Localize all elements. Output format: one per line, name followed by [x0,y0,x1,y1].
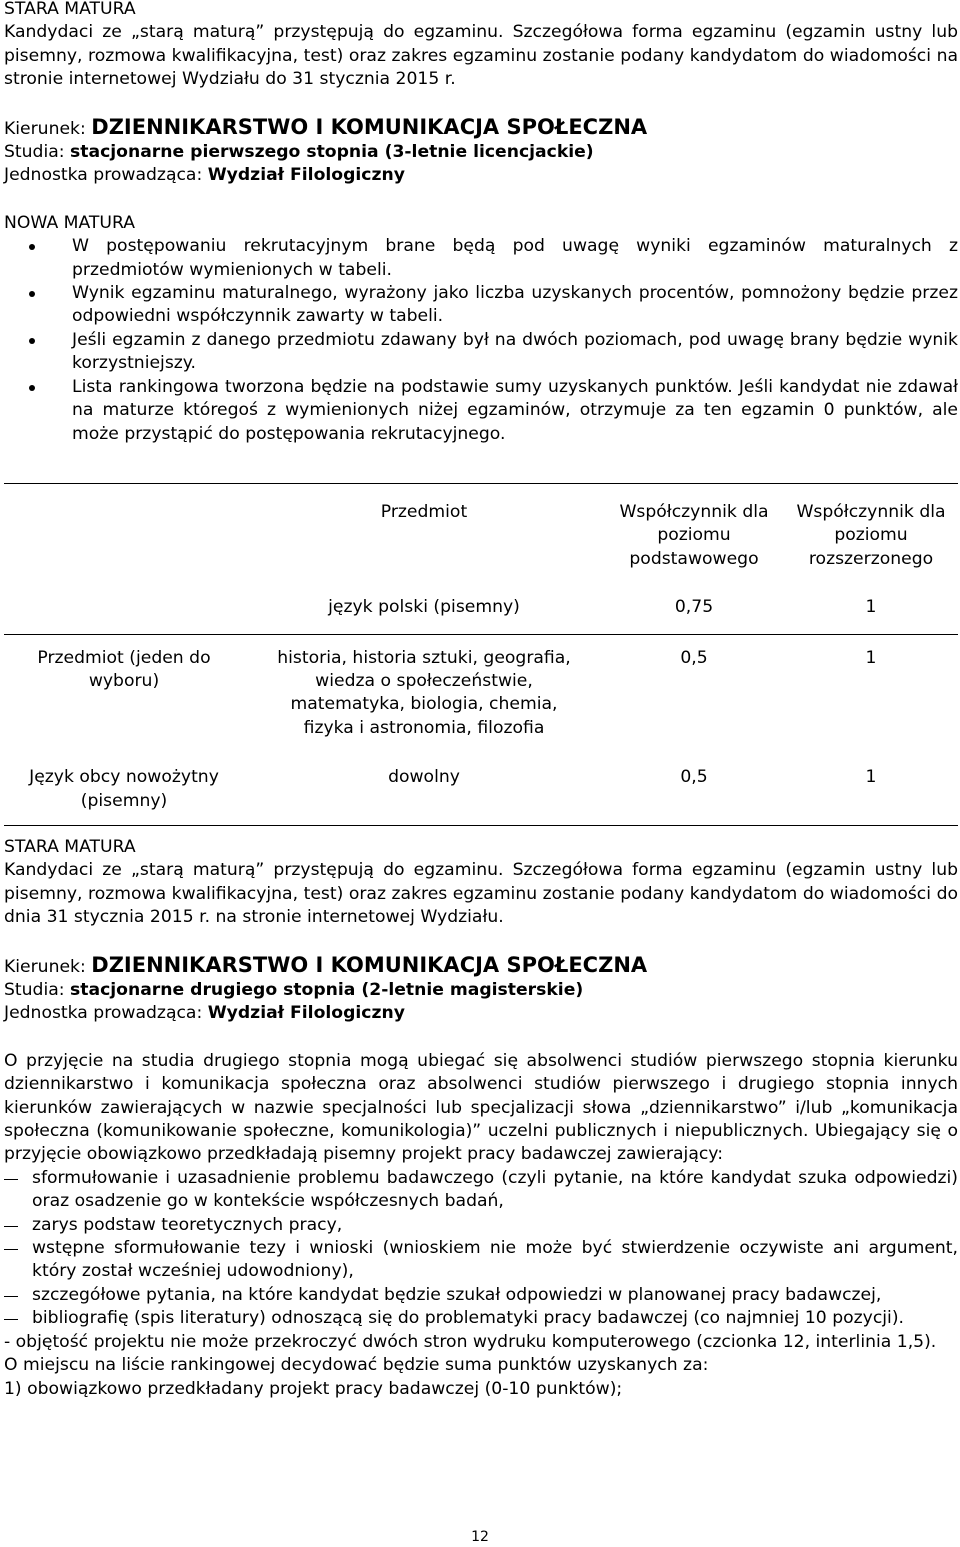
jednostka-value: Wydział Filologiczny [207,165,405,186]
list-item: Jeśli egzamin z danego przedmiotu zdawany był na dwóch poziomach, pod uwagę brany będzie wynik korzystniejszy. [4,329,958,376]
table-row [4,634,958,740]
extended-coefficient: 1 [865,767,877,788]
studia-label: Studia: [4,142,65,163]
table-header-row [4,483,958,596]
subject-cell: dowolny [388,767,460,788]
paragraph: O miejscu na liście rankingowej decydować będzie suma punktów uzyskanych za: [4,1355,709,1376]
program-studia [4,141,958,164]
program-kierunek [4,954,958,979]
paragraph: - objętość projektu nie może przekroczyć dwóch stron wydruku komputerowego (czcionka 12, interlinia 1,5). [4,1331,937,1352]
kierunek-label: Kierunek: [4,956,86,977]
list-item: wstępne sformułowanie tezy i wnioski (wnioskiem nie może być stwierdzenie oczywiste ani argument, który został wcześniej udowodniony), [4,1237,958,1284]
subject-cell: język polski (pisemny) [328,597,520,618]
list-item: sformułowanie i uzasadnienie problemu badawczego (czyli pytanie, na które kandydat szuka odpowiedzi) oraz osadzenie go w kontekście współczesnych badań, [4,1167,958,1214]
header-extended: Współczynnik dla poziomu rozszerzonego [796,501,946,569]
basic-coefficient: 0,75 [674,597,714,618]
list-item: Wynik egzaminu maturalnego, wyrażony jako liczba uzyskanych procentów, pomnożony będzie przez odpowiedni współczynnik zawarty w tabeli. [4,282,958,329]
program-jednostka [4,1002,958,1025]
extended-coefficient: 1 [865,647,877,668]
kierunek-value: DZIENNIKARSTWO I KOMUNIKACJA SPOŁECZNA [91,952,648,977]
document-page [4,0,958,1401]
list-item: Lista rankingowa tworzona będzie na podstawie sumy uzyskanych punktów. Jeśli kandydat nie zdawał na maturze któregoś z wymienionych niżej egzaminów, otrzymuje za ten egzamin 0 punktów, ale może przystąpić do postępowania rekrutacyjnego. [4,376,958,446]
list-item: zarys podstaw teoretycznych pracy, [4,1214,958,1237]
kierunek-label: Kierunek: [4,118,86,139]
header-subject: Przedmiot [380,501,468,522]
paragraph: Kandydaci ze „starą maturą” przystępują do egzaminu. Szczegółowa forma egzaminu (egzamin ustny lub pisemny, rozmowa kwalifikacyjna, test) oraz zakres egzaminu zostanie podany kandydatom do wiadomości na stronie internetowej Wydziału do 31 stycznia 2015 r. [4,22,958,90]
program-studia [4,979,958,1002]
row-label: Przedmiot (jeden do wyboru) [37,647,211,691]
list-item: szczegółowe pytania, na które kandydat będzie szukał odpowiedzi w planowanej pracy badawczej, [4,1284,958,1307]
basic-coefficient: 0,5 [680,767,708,788]
dash-list [4,1167,958,1331]
studia-label: Studia: [4,980,65,1000]
jednostka-label: Jednostka prowadząca: [4,165,203,186]
section-heading: NOWA MATURA [4,212,135,233]
kierunek-value: DZIENNIKARSTWO I KOMUNIKACJA SPOŁECZNA [91,114,648,139]
section-heading: STARA MATURA [4,836,136,857]
extended-coefficient: 1 [865,597,877,618]
program-jednostka [4,164,958,187]
table-row [4,596,958,634]
bullet-list [4,235,958,446]
paragraph: Kandydaci ze „starą maturą” przystępują do egzaminu. Szczegółowa forma egzaminu (egzamin ustny lub pisemny, rozmowa kwalifikacyjna, test) oraz zakres egzaminu zostanie podany kandydatom do wiadomości do dnia 31 stycznia 2015 r. na stronie internetowej Wydziału. [4,860,958,928]
section-heading: STARA MATURA [4,0,136,19]
header-basic: Współczynnik dla poziomu podstawowego [619,501,769,569]
list-item: bibliografię (spis literatury) odnoszącą się do problematyki pracy badawczej (co najmniej 10 pozycji). [4,1307,958,1330]
program-kierunek [4,116,958,141]
paragraph: O przyjęcie na studia drugiego stopnia mogą ubiegać się absolwenci studiów pierwszego stopnia kierunku dziennikarstwo i komunikacja społeczna oraz absolwenci studiów pierwszego i drugiego stopnia innych kierunków zawierających w nazwie specjalności lub specjalizacji słowa „dziennikarstwo” i/lub „komunikacja społeczna (komunikowanie społeczne, komunikologia)” uczelni publicznych i niepublicznych. Ubiegający się o przyjęcie obowiązkowo przedkładają pisemny projekt pracy badawczej zawierający: [4,1050,958,1165]
subject-cell: historia, historia sztuki, geografia, wiedza o społeczeństwie, matematyka, biologia, chemia, fizyka i astronomia, filozofia [277,647,571,738]
jednostka-value: Wydział Filologiczny [207,1003,405,1024]
page-number: 12 [471,1529,489,1545]
row-label: Język obcy nowożytny (pisemny) [29,767,219,811]
table-row [4,740,958,825]
list-item: W postępowaniu rekrutacyjnym brane będą pod uwagę wyniki egzaminów maturalnych z przedmiotów wymienionych w tabeli. [4,235,958,282]
paragraph: 1) obowiązkowo przedkładany projekt pracy badawczej (0-10 punktów); [4,1378,623,1399]
basic-coefficient: 0,5 [680,647,708,668]
coefficients-table [4,483,958,826]
jednostka-label: Jednostka prowadząca: [4,1003,203,1024]
studia-value: stacjonarne pierwszego stopnia (3-letnie licencjackie) [70,142,594,163]
studia-value: stacjonarne drugiego stopnia (2-letnie magisterskie) [70,980,584,1000]
